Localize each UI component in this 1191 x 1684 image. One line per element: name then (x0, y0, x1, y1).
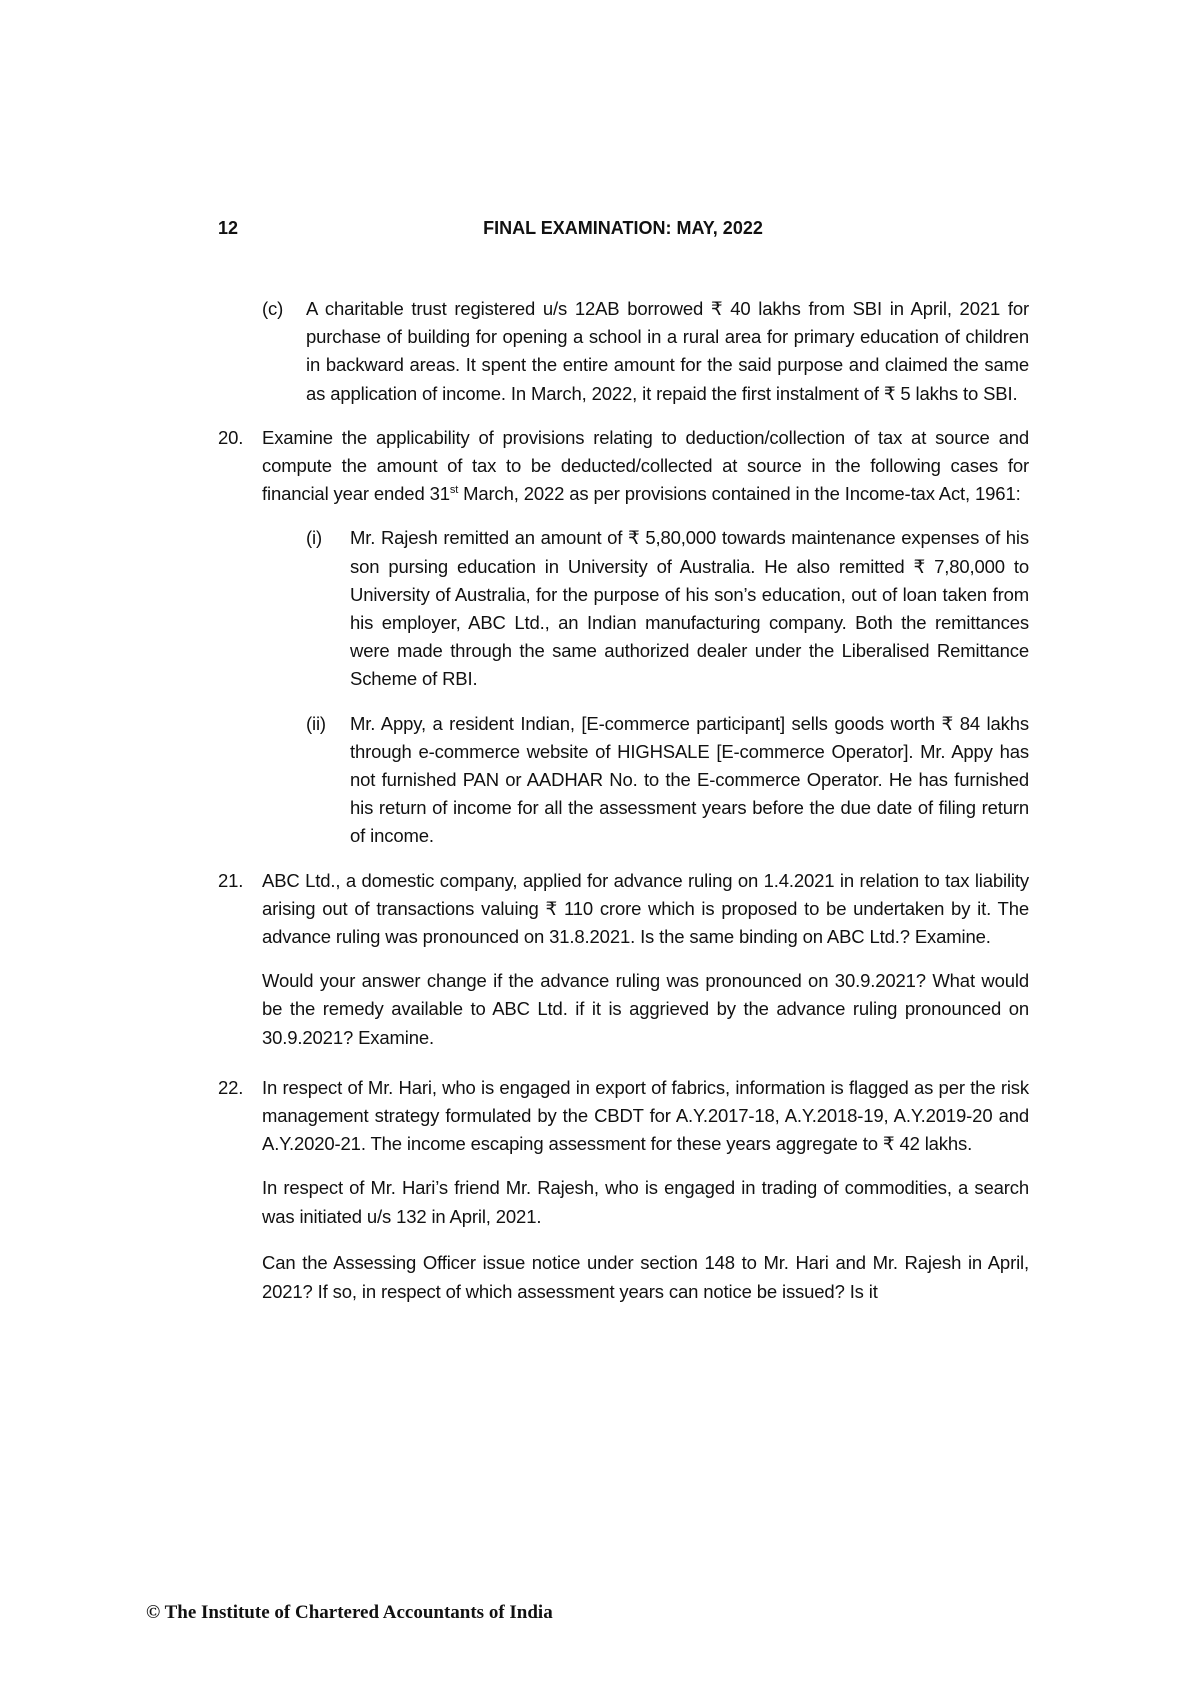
sub-label: (ii) (306, 712, 326, 734)
question-intro (262, 424, 1029, 509)
intro-after-sup: March, 2022 as per provisions contained in the Income-tax Act, 1961: (458, 483, 1021, 505)
question-number: 20. (218, 426, 244, 448)
page-number: 12 (218, 218, 239, 238)
question-20-i (306, 524, 1029, 693)
question-number: 21. (218, 869, 244, 891)
question-text: ABC Ltd., a domestic company, applied for advance ruling on 1.4.2021 in relation to tax liability arising out of transactions valuing ₹ 110 crore which is proposed to be undertaken by it. The advance ruling was pronounced on 31.8.2021. Is the same binding on ABC Ltd.? Examine. (262, 869, 1029, 948)
question-text: In respect of Mr. Hari, who is engaged in export of fabrics, information is flagged as per the risk management strategy formulated by the CBDT for A.Y.2017-18, A.Y.2018-19, A.Y.2019-20 and A.Y.2020-21. The income escaping assessment for these years aggregate to ₹ 42 lakhs. (262, 1076, 1029, 1155)
question-21 (218, 867, 1029, 952)
question-text: A charitable trust registered u/s 12AB borrowed ₹ 40 lakhs from SBI in April, 2021 for purchase of building for opening a school in a rural area for primary education of children in backward areas. It spent the entire amount for the said purpose and claimed the same as application of income. In March, 2022, it repaid the first instalment of ₹ 5 lakhs to SBI. (306, 298, 1029, 404)
questions-content (218, 295, 1029, 1322)
intro-sup: st (449, 484, 459, 497)
question-22-follow-up-1: In respect of Mr. Hari’s friend Mr. Rajesh, who is engaged in trading of commodities, a search was initiated u/s 132 in April, 2021. (262, 1177, 1029, 1227)
question-19c (262, 295, 1029, 408)
sub-question-text: Mr. Rajesh remitted an amount of ₹ 5,80,000 towards maintenance expenses of his son pursing education in University of Australia. He also remitted ₹ 7,80,000 to University of Australia, for the purpose of his son’s education, out of loan taken from his employer, ABC Ltd., an Indian manufacturing company. Both the remittances were made through the same authorized dealer under the Liberalised Remittance Scheme of RBI. (350, 527, 1029, 690)
question-20 (218, 424, 1029, 851)
question-20-ii (306, 710, 1029, 851)
sub-label: (c) (262, 298, 284, 319)
sub-questions (306, 524, 1029, 850)
page-header (218, 218, 1028, 246)
exam-title: FINAL EXAMINATION: MAY, 2022 (483, 218, 763, 238)
sub-question-text: Mr. Appy, a resident Indian, [E-commerce participant] sells goods worth ₹ 84 lakhs through e-commerce website of HIGHSALE [E-commerce Operator]. Mr. Appy has not furnished PAN or AADHAR No. to the E-commerce Operator. He has furnished his return of income for all the assessment years before the due date of filing return of income. (350, 712, 1029, 847)
question-number: 22. (218, 1076, 244, 1098)
intro-before-sup: Examine the applicability of provisions relating to deduction/collection of tax at source and compute the amount of tax to be deducted/collected at source in the following cases for financial year ended 31 (262, 426, 1029, 505)
question-22 (218, 1074, 1029, 1159)
sub-label: (i) (306, 527, 322, 549)
question-21-follow-up: Would your answer change if the advance ruling was pronounced on 30.9.2021? What would be the remedy available to ABC Ltd. if it is aggrieved by the advance ruling pronounced on 30.9.2021? Examine. (262, 970, 1029, 1048)
copyright-footer: © The Institute of Chartered Accountants of India (146, 1602, 553, 1623)
question-22-follow-up-2: Can the Assessing Officer issue notice under section 148 to Mr. Hari and Mr. Rajesh in April, 2021? If so, in respect of which assessment years can notice be issued? Is it (262, 1252, 1029, 1302)
